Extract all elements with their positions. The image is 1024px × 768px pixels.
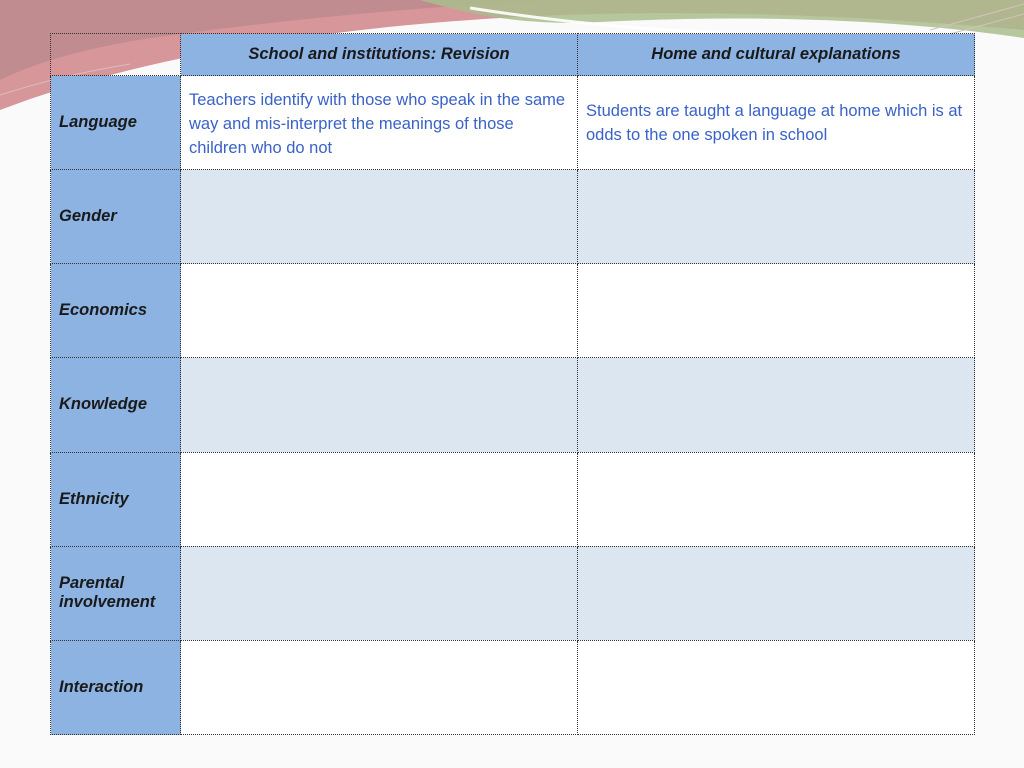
table-corner-cell (51, 34, 181, 76)
row-header-gender: Gender (51, 170, 181, 264)
cell-economics-home (578, 264, 975, 358)
cell-interaction-home (578, 640, 975, 734)
table-row-interaction (51, 640, 975, 734)
column-header-school-institutions: School and institutions: Revision (181, 34, 578, 76)
cell-parental-involvement-home (578, 546, 975, 640)
cell-knowledge-home (578, 358, 975, 452)
table-row-parental-involvement (51, 546, 975, 640)
row-header-ethnicity: Ethnicity (51, 452, 181, 546)
table-row-ethnicity (51, 452, 975, 546)
table-header-row (51, 34, 975, 76)
cell-gender-home (578, 170, 975, 264)
cell-gender-school (181, 170, 578, 264)
cell-language-school: Teachers identify with those who speak in the same way and mis-interpret the meanings of those children who do not (181, 76, 578, 170)
table-row-economics (51, 264, 975, 358)
row-header-interaction: Interaction (51, 640, 181, 734)
row-header-parental-involvement: Parental involvement (51, 546, 181, 640)
cell-economics-school (181, 264, 578, 358)
row-header-economics: Economics (51, 264, 181, 358)
cell-parental-involvement-school (181, 546, 578, 640)
cell-ethnicity-school (181, 452, 578, 546)
row-header-language: Language (51, 76, 181, 170)
comparison-table (50, 33, 975, 735)
table-row-language (51, 76, 975, 170)
cell-language-home: Students are taught a language at home which is at odds to the one spoken in school (578, 76, 975, 170)
column-header-home-cultural: Home and cultural explanations (578, 34, 975, 76)
cell-ethnicity-home (578, 452, 975, 546)
cell-knowledge-school (181, 358, 578, 452)
comparison-table-container (50, 33, 974, 735)
cell-interaction-school (181, 640, 578, 734)
row-header-knowledge: Knowledge (51, 358, 181, 452)
table-row-knowledge (51, 358, 975, 452)
table-row-gender (51, 170, 975, 264)
